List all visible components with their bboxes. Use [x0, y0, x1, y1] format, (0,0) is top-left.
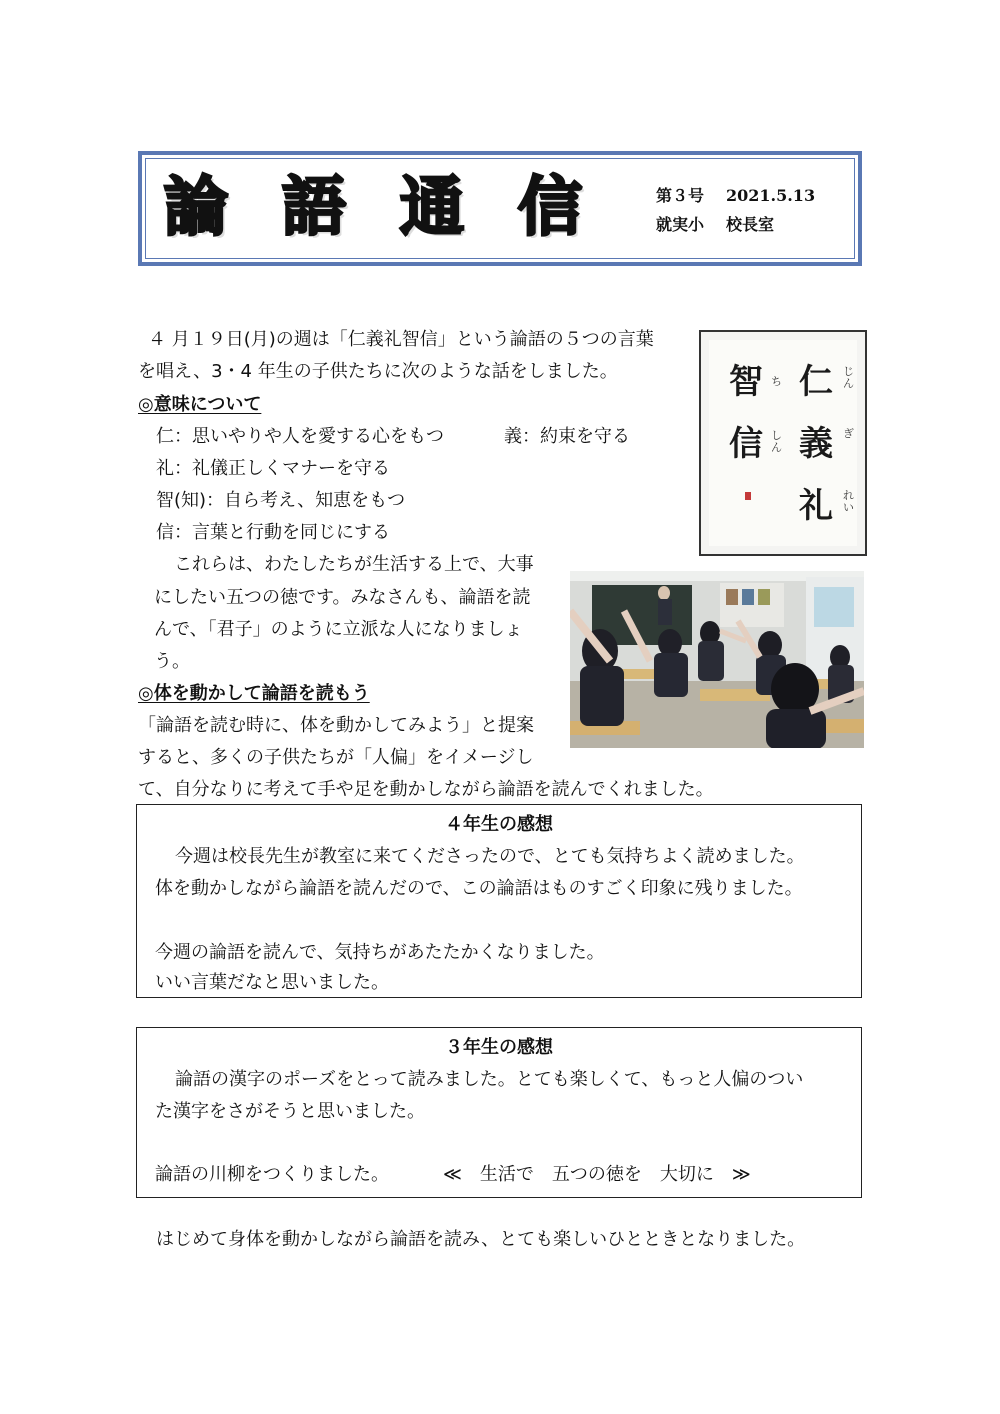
meaning-para-4: う。	[154, 651, 190, 672]
closing-line: はじめて身体を動かしながら論語を読み、とても楽しいひとときとなりました。	[156, 1229, 806, 1250]
grade3-impressions-box	[136, 1027, 862, 1198]
grade3-line-1: 論語の漢字のポーズをとって読みました。とても楽しくて、もっと人偏のつい	[175, 1069, 804, 1090]
grade3-line-2: た漢字をさがそうと思いました。	[155, 1101, 425, 1122]
calligraphy-jin: 仁	[799, 362, 833, 402]
grade4-line-4: いい言葉だなと思いました。	[155, 972, 389, 993]
title-char-2: 語	[282, 170, 346, 245]
meaning-shin: 信：言葉と行動を同じにする	[156, 522, 390, 543]
calligraphy-gi: 義	[799, 424, 833, 464]
meaning-gi: 義：約束を守る	[504, 426, 630, 447]
intro-line-1: ４ 月１９日(月)の週は「仁義礼智信」という論語の５つの言葉	[148, 329, 654, 350]
grade4-title: ４年生の感想	[445, 814, 553, 835]
furigana-gi: ぎ	[843, 427, 854, 440]
grade4-line-1: 今週は校長先生が教室に来てくださったので、とても気持ちよく読めました。	[175, 846, 805, 867]
senryu-label: 論語の川柳をつくりました。	[155, 1164, 389, 1185]
grade4-impressions-box	[136, 804, 862, 998]
senryu-text: ≪ 生活で 五つの徳を 大切に ≫	[443, 1164, 751, 1185]
furigana-rei: れい	[843, 489, 854, 514]
move-line-2: すると、多くの子供たちが「人偏」をイメージし	[138, 747, 534, 768]
seal-stamp	[745, 492, 751, 500]
furigana-chi: ち	[771, 375, 782, 388]
move-line-3: て、自分なりに考えて手や足を動かしながら論語を読んでくれました。	[138, 779, 714, 800]
meaning-rei: 礼：礼儀正しくマナーを守る	[156, 458, 390, 479]
move-heading: ◎体を動かして論語を読もう	[138, 683, 370, 704]
grade4-line-2: 体を動かしながら論語を読んだので、この論語はものすごく印象に残りました。	[155, 878, 803, 899]
calligraphy-chi: 智	[729, 362, 763, 402]
furigana-jin: じん	[843, 365, 854, 390]
office-name: 校長室	[726, 215, 775, 234]
meaning-chi: 智(知)：自ら考え、知恵をもつ	[156, 490, 406, 511]
calligraphy-rei: 礼	[799, 486, 833, 526]
school-name: 就実小	[656, 215, 705, 234]
meaning-heading: ◎意味について	[138, 394, 262, 415]
grade3-title: ３年生の感想	[445, 1037, 553, 1058]
meaning-para-1: これらは、わたしたちが生活する上で、大事	[174, 554, 534, 575]
title-char-4: 信	[518, 170, 582, 245]
issue-number: 第３号	[656, 186, 705, 205]
grade4-line-3: 今週の論語を読んで、気持ちがあたたかくなりました。	[155, 942, 605, 963]
meaning-para-2: にしたい五つの徳です。みなさんも、論語を読	[154, 587, 531, 608]
furigana-shin: しん	[771, 429, 782, 454]
calligraphy-image	[699, 330, 867, 556]
title-char-3: 通	[400, 170, 464, 245]
move-line-1: 「論語を読む時に、体を動かしてみよう」と提案	[138, 715, 534, 736]
meaning-para-3: んで、「君子」のように立派な人になりましょ	[154, 619, 523, 640]
issue-date: 2021.5.13	[726, 186, 816, 205]
newsletter-header	[138, 151, 862, 266]
classroom-photo	[570, 571, 864, 748]
meaning-jin: 仁：思いやりや人を愛する心をもつ	[156, 426, 444, 447]
calligraphy-shin: 信	[729, 424, 763, 464]
title-char-1: 論	[164, 170, 228, 245]
intro-line-2: を唱え、3・4 年生の子供たちに次のような話をしました。	[138, 361, 618, 382]
